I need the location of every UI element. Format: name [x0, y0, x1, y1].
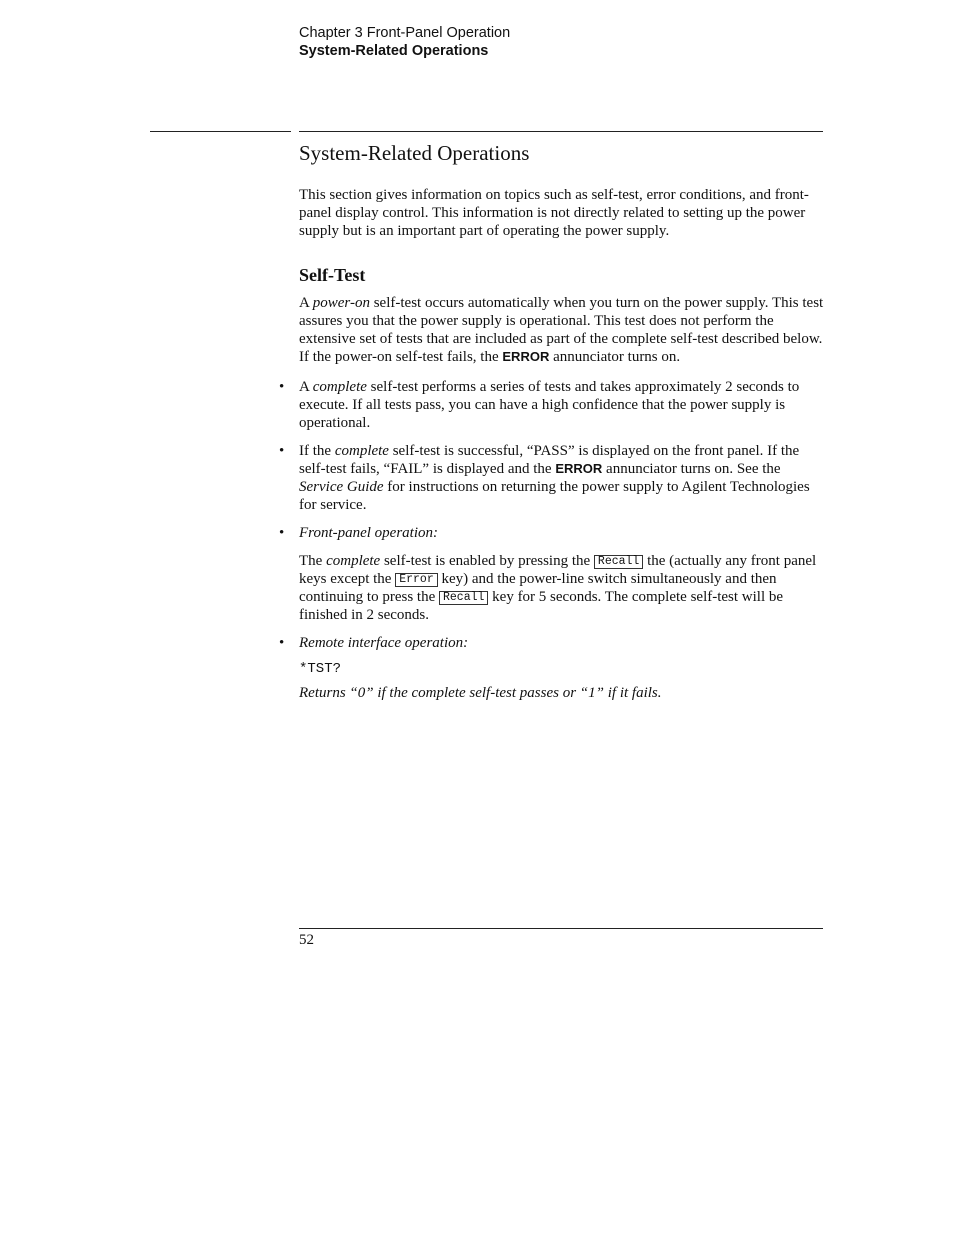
bullet-marker: • [279, 379, 285, 395]
front-panel-label-text: Front-panel operation: [299, 525, 439, 541]
error-annunciator-label: ERROR [502, 349, 550, 364]
chapter-title: Chapter 3 Front-Panel Operation [299, 25, 511, 41]
text-run: A [299, 295, 313, 311]
recall-key: Recall [594, 555, 643, 569]
emphasis-complete: complete [326, 553, 381, 569]
intro-paragraph: This section gives information on topics such as self-test, error conditions, and front-panel display control. This information is not directly related to setting up the power supply but is an important part of operating the power supply. [299, 187, 809, 239]
list-item-text [299, 442, 825, 514]
text-run: self-test performs a series of tests and takes approximately 2 seconds to execute. If all tests pass, you can have a high confidence that the power supply is operational. [299, 379, 800, 431]
running-section-title: System-Related Operations [299, 43, 489, 59]
emphasis-power-on: power-on [312, 295, 370, 311]
section-rule [299, 131, 823, 132]
text-run: self-test is successful, “PASS” is displayed on the front panel. If the self-test fails, “FAIL” is displayed and the [299, 443, 800, 477]
text-run: annunciator turns on. See the [602, 461, 781, 477]
power-on-paragraph [299, 294, 825, 366]
bullet-marker: • [279, 635, 285, 651]
front-panel-operation-label [299, 524, 825, 542]
list-item-complete-test [279, 378, 825, 432]
text-run: key for 5 seconds. The complete self-test will be finished in 2 seconds. [299, 589, 784, 623]
error-annunciator-label: ERROR [555, 461, 603, 476]
text-run: self-test is enabled by pressing the [380, 553, 594, 569]
section-title: System-Related Operations [299, 141, 530, 165]
running-header [299, 24, 510, 60]
text-run: key) and the power-line switch simultaneously and then continuing to press the [299, 571, 777, 605]
remote-label-text: Remote interface operation: [299, 635, 469, 651]
recall-key: Recall [439, 591, 488, 605]
error-key: Error [395, 573, 438, 587]
text-run: The [299, 553, 327, 569]
text-run: If the [299, 443, 335, 459]
text-run: A [299, 379, 313, 395]
list-item-pass-fail [279, 442, 825, 514]
returns-text: Returns “0” if the complete self-test passes or “1” if it fails. [299, 685, 662, 701]
text-run: the (actually any front panel keys except the [299, 553, 817, 587]
page-number: 52 [299, 932, 314, 948]
main-content [279, 140, 825, 712]
front-panel-operation-text [299, 552, 825, 624]
emphasis-service-guide: Service Guide [299, 479, 384, 495]
text-run: annunciator turns on. [549, 349, 681, 365]
bullet-marker: • [279, 525, 285, 541]
left-margin-rule [150, 131, 291, 132]
tst-command: *TST? [299, 661, 342, 677]
remote-interface-label [299, 634, 825, 652]
returns-description [299, 684, 825, 702]
self-test-bullet-list [279, 378, 825, 702]
text-run: for instructions on returning the power supply to Agilent Technologies for service. [299, 479, 810, 513]
bullet-marker: • [279, 443, 285, 459]
text-run: self-test occurs automatically when you turn on the power supply. This test assures you that the power supply is operational. This test does not perform the extensive set of tests that are included as part of the complete self-test described below. If the power-on self-test fails, the [299, 295, 824, 365]
emphasis-complete: complete [334, 443, 389, 459]
self-test-heading: Self-Test [299, 265, 366, 285]
list-item-text [299, 378, 825, 432]
list-item-remote-interface-operation [279, 634, 825, 702]
emphasis-complete: complete [312, 379, 367, 395]
footer-rule [299, 928, 823, 929]
list-item-front-panel-operation [279, 524, 825, 624]
